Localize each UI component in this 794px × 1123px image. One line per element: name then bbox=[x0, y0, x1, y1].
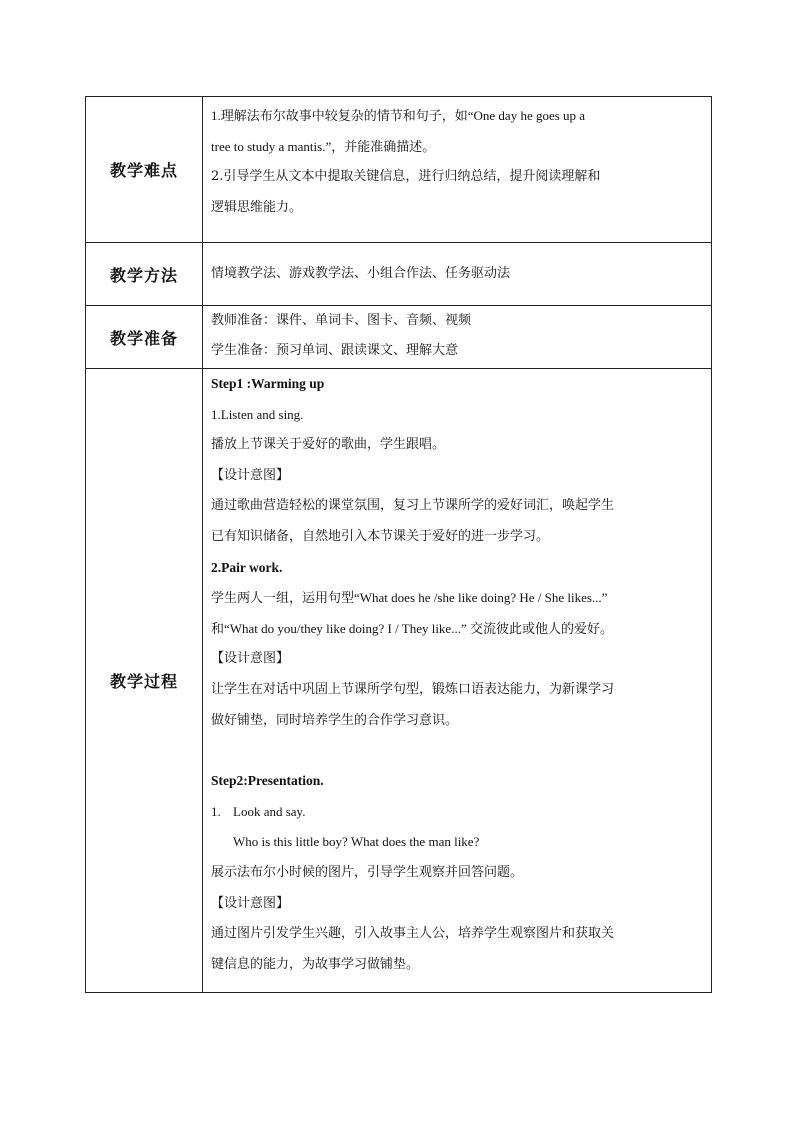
content-teaching-preparation bbox=[203, 306, 712, 369]
step2-item1-number: 1. bbox=[211, 803, 221, 819]
step1-design2-line2: 做好铺垫，同时培养学生的合作学习意识。 bbox=[211, 712, 459, 728]
label-teaching-process: 教学过程 bbox=[86, 369, 203, 993]
step2-design-line1: 通过图片引发学生兴趣，引入故事主人公，培养学生观察图片和获取关 bbox=[211, 926, 615, 942]
label-teaching-preparation: 教学准备 bbox=[86, 306, 203, 369]
step1-item2-line1: 学生两人一组，运用句型“What does he /she like doing? He / She likes...” bbox=[211, 590, 608, 606]
step2-title: Step2:Presentation. bbox=[211, 773, 324, 789]
student-preparation: 学生准备：预习单词、跟读课文、理解大意 bbox=[211, 343, 459, 358]
row-teaching-preparation bbox=[86, 306, 712, 369]
step2-item1 bbox=[211, 797, 705, 828]
difficulty-line-2: tree to study a mantis.”，并能准确描述。 bbox=[211, 138, 436, 154]
step1-design1-line2: 已有知识储备，自然地引入本节课关于爱好的进一步学习。 bbox=[211, 528, 550, 544]
label-teaching-methods: 教学方法 bbox=[86, 243, 203, 306]
row-teaching-methods bbox=[86, 243, 712, 306]
step1-title: Step1 :Warming up bbox=[211, 376, 325, 391]
step1-design2-line1: 让学生在对话中巩固上节课所学句型，锻炼口语表达能力，为新课学习 bbox=[211, 681, 615, 697]
methods-text: 情境教学法、游戏教学法、小组合作法、任务驱动法 bbox=[211, 266, 511, 281]
lesson-plan-table bbox=[85, 96, 712, 993]
step1-item1-desc: 播放上节课关于爱好的歌曲，学生跟唱。 bbox=[211, 437, 446, 453]
content-teaching-methods bbox=[203, 243, 712, 306]
step2-desc: 展示法布尔小时候的图片，引导学生观察并回答问题。 bbox=[211, 864, 524, 880]
step2-design-line2: 键信息的能力，为故事学习做铺垫。 bbox=[211, 956, 420, 972]
content-teaching-difficulty bbox=[203, 97, 712, 243]
difficulty-line-4: 逻辑思维能力。 bbox=[211, 199, 303, 215]
label-teaching-difficulty: 教学难点 bbox=[86, 97, 203, 243]
step1-item2-line2: 和“What do you/they like doing? I / They like...” 交流彼此或他人的爱好。 bbox=[211, 620, 613, 636]
design-intent-tag: 【设计意图】 bbox=[211, 651, 290, 667]
step2-item1-text: Look and say. bbox=[233, 803, 306, 819]
design-intent-tag: 【设计意图】 bbox=[211, 467, 290, 483]
step1-item1: 1.Listen and sing. bbox=[211, 406, 304, 422]
step2-question: Who is this little boy? What does the man like? bbox=[233, 834, 480, 850]
design-intent-tag: 【设计意图】 bbox=[211, 895, 290, 911]
difficulty-line-3: 2.引导学生从文本中提取关键信息，进行归纳总结，提升阅读理解和 bbox=[211, 169, 601, 185]
row-teaching-difficulty bbox=[86, 97, 712, 243]
teacher-preparation: 教师准备：课件、单词卡、图卡、音频、视频 bbox=[211, 313, 472, 328]
blank-line bbox=[211, 736, 705, 766]
content-teaching-process bbox=[203, 369, 712, 993]
step1-item2: 2.Pair work. bbox=[211, 559, 283, 575]
step1-design1-line1: 通过歌曲营造轻松的课堂氛围，复习上节课所学的爱好词汇，唤起学生 bbox=[211, 498, 615, 514]
row-teaching-process bbox=[86, 369, 712, 993]
difficulty-line-1: 1.理解法布尔故事中较复杂的情节和句子，如“One day he goes up a bbox=[211, 108, 586, 123]
